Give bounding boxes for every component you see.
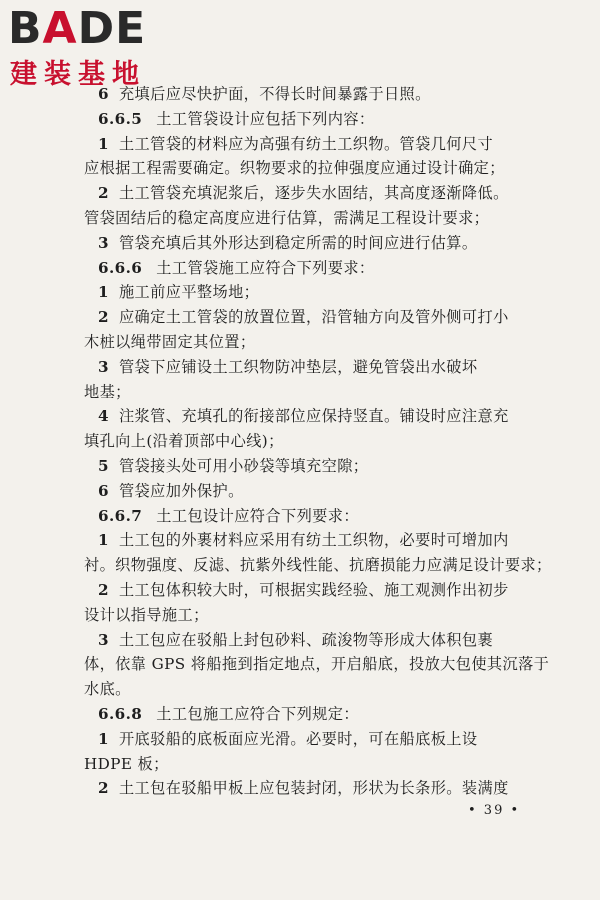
- text-line: [84, 355, 534, 380]
- text-line: [84, 330, 534, 355]
- text-line: [84, 305, 534, 330]
- text-line: [84, 628, 534, 653]
- text-line: [84, 677, 534, 702]
- logo-subtitle: 建装基地: [10, 59, 146, 90]
- text-line: [84, 280, 534, 305]
- line-text: 管袋应加外保护。: [118, 481, 244, 500]
- line-text: 土工包体积较大时，可根据实践经验、施工观测作出初步: [118, 580, 509, 599]
- clause-number: 6.6.5: [98, 109, 143, 128]
- line-text: 开底驳船的底板面应光滑。必要时，可在船底板上设: [118, 729, 478, 748]
- item-number: 1: [98, 729, 109, 748]
- line-text: 管袋充填后其外形达到稳定所需的时间应进行估算。: [118, 233, 478, 252]
- line-text: 应根据工程需要确定。织物要求的拉伸强度应通过设计确定；: [84, 159, 505, 178]
- item-number: 2: [98, 308, 109, 327]
- clause-number: 6.6.6: [98, 258, 143, 277]
- item-number: 6: [98, 85, 109, 103]
- line-text: 充填后应尽快护面，不得长时间暴露于日照。: [118, 85, 431, 103]
- text-line: [84, 206, 534, 231]
- line-text: 衬。织物强度、反滤、抗紫外线性能、抗磨损能力应满足设计要求；: [84, 556, 552, 575]
- item-number: 1: [98, 134, 109, 153]
- text-line: [84, 553, 552, 578]
- page-number: • 39 •: [468, 803, 521, 818]
- text-line: [84, 454, 534, 479]
- line-text: 土工管袋充填泥浆后，逐步失水固结，其高度逐渐降低。: [118, 184, 509, 203]
- line-text: 管袋下应铺设土工织物防冲垫层，避免管袋出水破坏: [118, 357, 478, 376]
- text-line: [84, 578, 534, 603]
- item-number: 3: [98, 357, 109, 376]
- text-line: [84, 528, 534, 553]
- line-text: HDPE 板；: [84, 754, 169, 773]
- text-line: [84, 404, 534, 429]
- line-text: 地基；: [84, 382, 131, 401]
- item-number: 2: [98, 184, 109, 203]
- line-text: 填孔向上(沿着顶部中心线)；: [84, 432, 284, 451]
- text-line: [84, 752, 534, 777]
- clause-heading: [84, 504, 534, 529]
- text-line: [84, 82, 534, 107]
- item-number: 1: [98, 531, 109, 550]
- clause-heading: [84, 256, 534, 281]
- line-text: 注浆管、充填孔的衔接部位应保持竖直。铺设时应注意充: [118, 407, 509, 426]
- item-number: 2: [98, 580, 109, 599]
- item-number: 6: [98, 481, 109, 500]
- line-text: 木桩以绳带固定其位置；: [84, 332, 256, 351]
- clause-number: 6.6.7: [98, 506, 143, 525]
- line-text: 施工前应平整场地；: [118, 283, 260, 302]
- clause-heading: [84, 107, 534, 132]
- text-line: [84, 380, 534, 405]
- line-text: 体，依靠 GPS 将船拖到指定地点，开启船底，投放大包使其沉落于: [84, 655, 550, 674]
- text-line: [84, 429, 534, 454]
- line-text: 土工管袋施工应符合下列要求：: [156, 258, 375, 277]
- item-number: 4: [98, 407, 109, 426]
- item-number: 3: [98, 630, 109, 649]
- text-line: [84, 603, 534, 628]
- item-number: 5: [98, 456, 109, 475]
- line-text: 土工管袋的材料应为高强有纺土工织物。管袋几何尺寸: [118, 134, 494, 153]
- line-text: 设计以指导施工；: [84, 605, 209, 624]
- logo-wordmark: BADE: [8, 3, 147, 54]
- text-line: [84, 776, 534, 801]
- item-number: 3: [98, 233, 109, 252]
- line-text: 应确定土工管袋的放置位置，沿管轴方向及管外侧可打小: [118, 308, 509, 327]
- text-line: [84, 156, 534, 181]
- document-body: [84, 82, 552, 801]
- line-text: 管袋接头处可用小砂袋等填充空隙；: [118, 456, 369, 475]
- text-line: [84, 231, 534, 256]
- bade-logo: [8, 4, 183, 92]
- item-number: 2: [98, 779, 109, 798]
- line-text: 土工包应在驳船上封包砂料、疏浚物等形成大体积包裹: [118, 630, 494, 649]
- item-number: 1: [98, 283, 109, 302]
- text-line: [84, 727, 534, 752]
- line-text: 土工管袋设计应包括下列内容：: [156, 109, 375, 128]
- clause-number: 6.6.8: [98, 704, 143, 723]
- line-text: 土工包在驳船甲板上应包装封闭，形状为长条形。装满度: [118, 779, 509, 798]
- line-text: 土工包设计应符合下列要求：: [156, 506, 359, 525]
- clause-heading: [84, 702, 534, 727]
- line-text: 水底。: [84, 680, 131, 699]
- line-text: 土工包施工应符合下列规定：: [156, 704, 359, 723]
- text-line: [84, 181, 534, 206]
- line-text: 管袋固结后的稳定高度应进行估算，需满足工程设计要求；: [84, 208, 490, 227]
- text-line: [84, 652, 550, 677]
- line-text: 土工包的外裹材料应采用有纺土工织物，必要时可增加内: [118, 531, 509, 550]
- text-line: [84, 132, 534, 157]
- text-line: [84, 479, 534, 504]
